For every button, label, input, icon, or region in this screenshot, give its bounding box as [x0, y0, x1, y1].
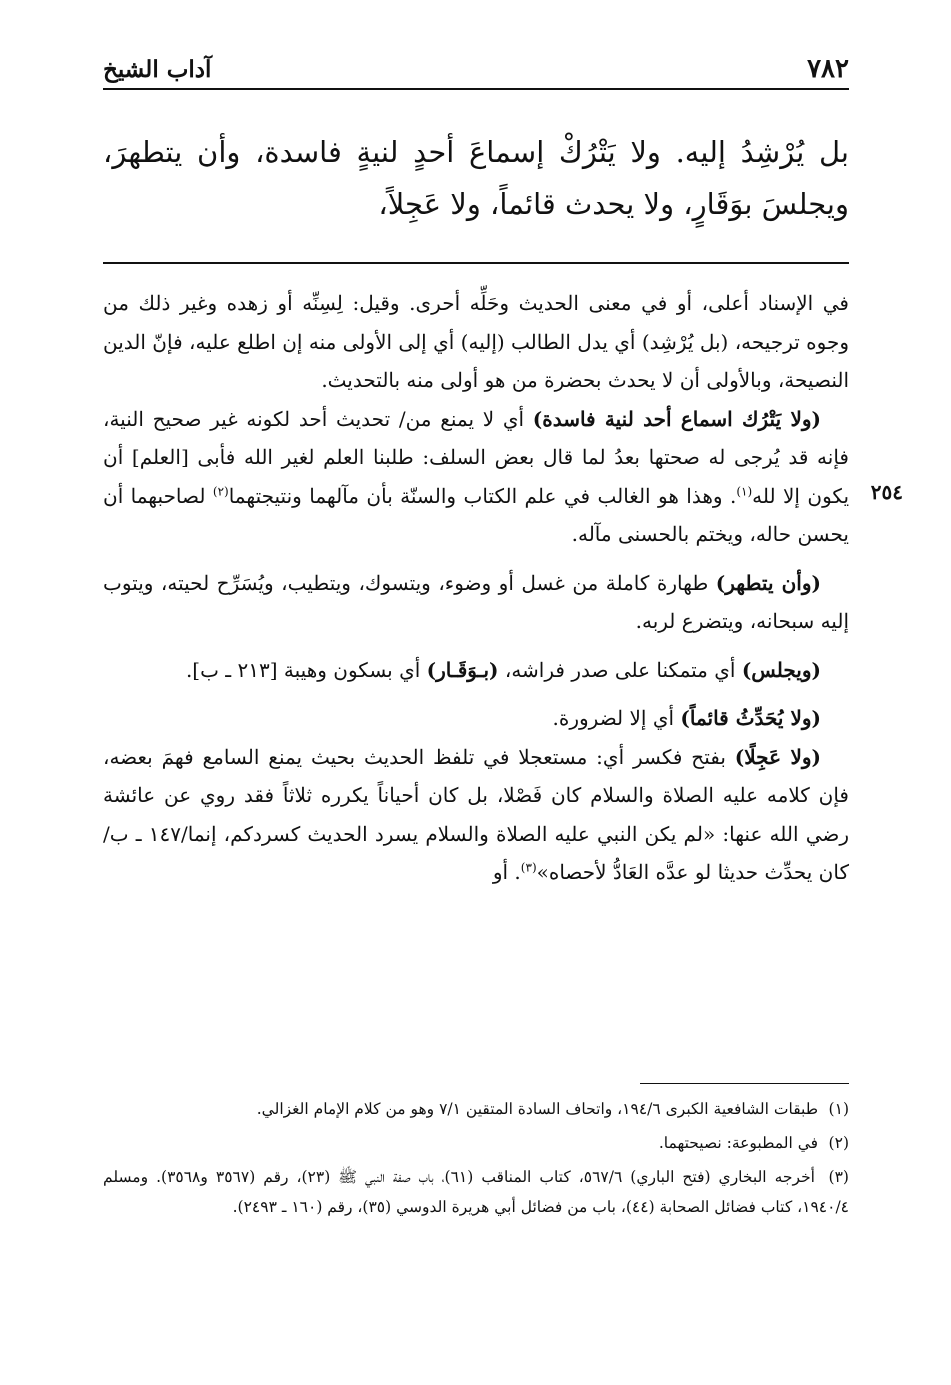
footnote-3 [103, 1162, 849, 1222]
page-number: ٧٨٢ [807, 54, 849, 84]
paragraph-text: بفتح فكسر أي: مستعجلا في تلفظ الحديث بحيث يمنع السامع فهمَ بعضه، فإن كلامه عليه الصلاة والسلام كان فَصْلا، بل كان أحياناً يكرره ثلاثاً فقد روي عن عائشة رضي الله عنها: «لم يكن النبي عليه الصلاة والسلام يسرد الحديث كسردكم، إنما/١٤٧ ـ ب/كان يحدِّث حديثا لو عدَّه العَادُّ لأحصاه» [103, 744, 850, 884]
matn-text: بل يُرْشِدُ إليه. ولا يَتْرُكْ إسماعَ أحدٍ لنيةٍ فاسدة، وأن يتطهرَ، ويجلسَ بوَقَارٍ، ولا يحدث قائماً، ولا عَجِلاً، [103, 135, 849, 221]
lemma: (ولا يَتْرُك اسماع أحد لنية فاسدة) [532, 406, 821, 431]
paragraph-text: أي لا يمنع من/ تحديث أحد لكونه غير صحيح النية، فإنه قد يُرجى له صحتها بعدُ لما قال بعض السلف: طلبنا العلم لغير الله فأبى [العلم] أن يكون إلا لله [103, 406, 850, 508]
footnote-text: طبقات الشافعية الكبرى ١٩٤/٦، واتحاف السادة المتقين ٧/١ وهو من كلام الإمام الغزالي. [256, 1100, 819, 1118]
paragraph-text: . وهذا هو الغالب في علم الكتاب والسنّة بأن مآلهما ونتيجتهما [228, 483, 737, 508]
lemma: (ويجلس) [741, 657, 821, 682]
commentary-paragraph-6 [103, 738, 849, 892]
footnote-text: في المطبوعة: نصيحتهما. [658, 1134, 819, 1152]
lemma: (وأن يتطهر) [715, 570, 821, 595]
paragraph-text: طهارة كاملة من غسل أو وضوء، ويتسوك، ويتطيب، ويُسَرِّح لحيته، ويتوب إليه سبحانه، ويتضرع لربه. [103, 570, 849, 633]
matn-divider [103, 262, 849, 264]
footnote-2 [103, 1128, 849, 1158]
footnote-number: (٣) [828, 1168, 849, 1186]
commentary-paragraph-5 [103, 699, 849, 738]
footnote-number: (٢) [828, 1134, 849, 1152]
paragraph-text: أي إلا لضرورة. [552, 706, 681, 730]
running-title: آداب الشيخ [103, 56, 212, 83]
lemma: (ولا يُحَدِّثُ قائماً) [680, 706, 821, 730]
paragraph-text: أي متمكنا على صدر فراشه، [498, 657, 742, 682]
commentary-paragraph-2 [103, 400, 849, 554]
footnote-ref: (١) [736, 483, 753, 498]
lemma: (بـوَقَـار) [426, 657, 499, 682]
footnote-ref: (٣) [520, 860, 537, 875]
commentary-paragraph-3 [103, 564, 849, 641]
margin-folio-number: ٢٥٤ [870, 480, 903, 504]
paragraph-text: أي بسكون وهيبة [٢١٣ ـ ب]. [185, 657, 427, 682]
commentary-paragraph-1 [103, 284, 849, 400]
footnote-ref: (٢) [212, 483, 229, 498]
paragraph-text: في الإسناد أعلى، أو في معنى الحديث وحَلِّه أحرى. وقيل: لِسِنِّه أو زهده وغير ذلك من وجوه ترجيحه، (بل يُرْشِد) أي يدل الطالب (إليه) أي إلى الأولى منه إن اطلع عليه، فإنّ الدين النصيحة، وبالأولى أن لا يحدث بحضرة من هو أولى منه بالتحديث. [103, 291, 849, 392]
lemma: (ولا عَجِلًا) [734, 744, 821, 769]
footnotes [103, 1094, 849, 1226]
paragraph-text: لصاحبهما أن يحسن حاله، ويختم بالحسنى مآله. [103, 483, 849, 546]
commentary [103, 284, 849, 902]
footnote-number: (١) [828, 1100, 849, 1118]
paragraph-text: . أو [492, 860, 521, 884]
commentary-paragraph-4 [103, 651, 849, 690]
footnote-1 [103, 1094, 849, 1124]
footnote-divider [640, 1083, 849, 1084]
page-header [103, 50, 849, 90]
footnote-text: أخرجه البخاري (فتح الباري) ٥٦٧/٦، كتاب المناقب (٦١)، باب صفة النبي ﷺ (٢٣)، رقم (٣٥٦٧ و٣٥٦٨). ومسلم ١٩٤٠/٤، كتاب فضائل الصحابة (٤٤)، باب من فضائل أبي هريرة الدوسي (٣٥)، رقم (١٦٠ ـ ٢٤٩٣). [103, 1168, 849, 1216]
